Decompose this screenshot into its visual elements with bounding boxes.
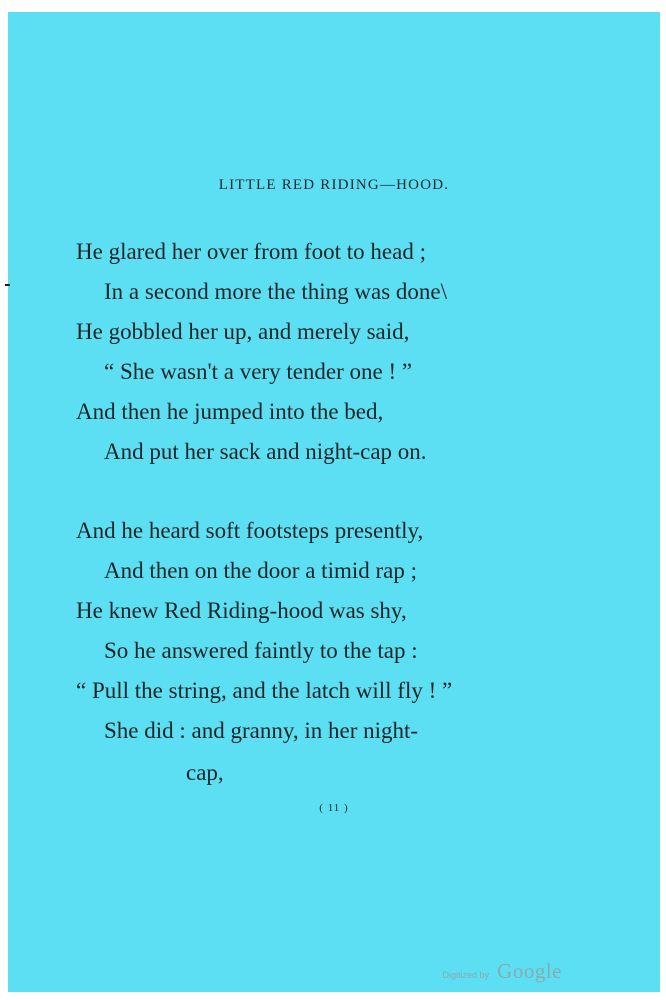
watermark-prefix: Digitized by [442,970,490,980]
poem-line: She did : and granny, in her night- [104,718,419,743]
page-heading: LITTLE RED RIDING—HOOD. [218,177,450,193]
poem-line: He knew Red Riding-hood was shy, [76,598,407,623]
poem-line: He gobbled her up, and merely said, [76,319,410,344]
poem-line: cap, [186,760,224,785]
poem-line: And then on the door a timid rap ; [104,558,417,583]
poem-line: “ Pull the string, and the latch will fly ! ” [76,678,453,703]
page-number: ( 11 ) [319,802,349,814]
book-page [8,12,660,992]
poem-line: So he answered faintly to the tap : [104,638,418,663]
google-logo: Google [497,959,562,983]
poem-line: “ She wasn't a very tender one ! ” [104,359,413,384]
poem-line: And then he jumped into the bed, [76,399,384,424]
poem-line: In a second more the thing was done\ [104,279,447,304]
poem-line: And put her sack and night-cap on. [104,439,427,464]
digitized-watermark [443,959,562,984]
poem-line: And he heard soft footsteps presently, [76,518,424,543]
margin-mark [5,284,10,286]
poem-line: He glared her over from foot to head ; [76,239,426,264]
